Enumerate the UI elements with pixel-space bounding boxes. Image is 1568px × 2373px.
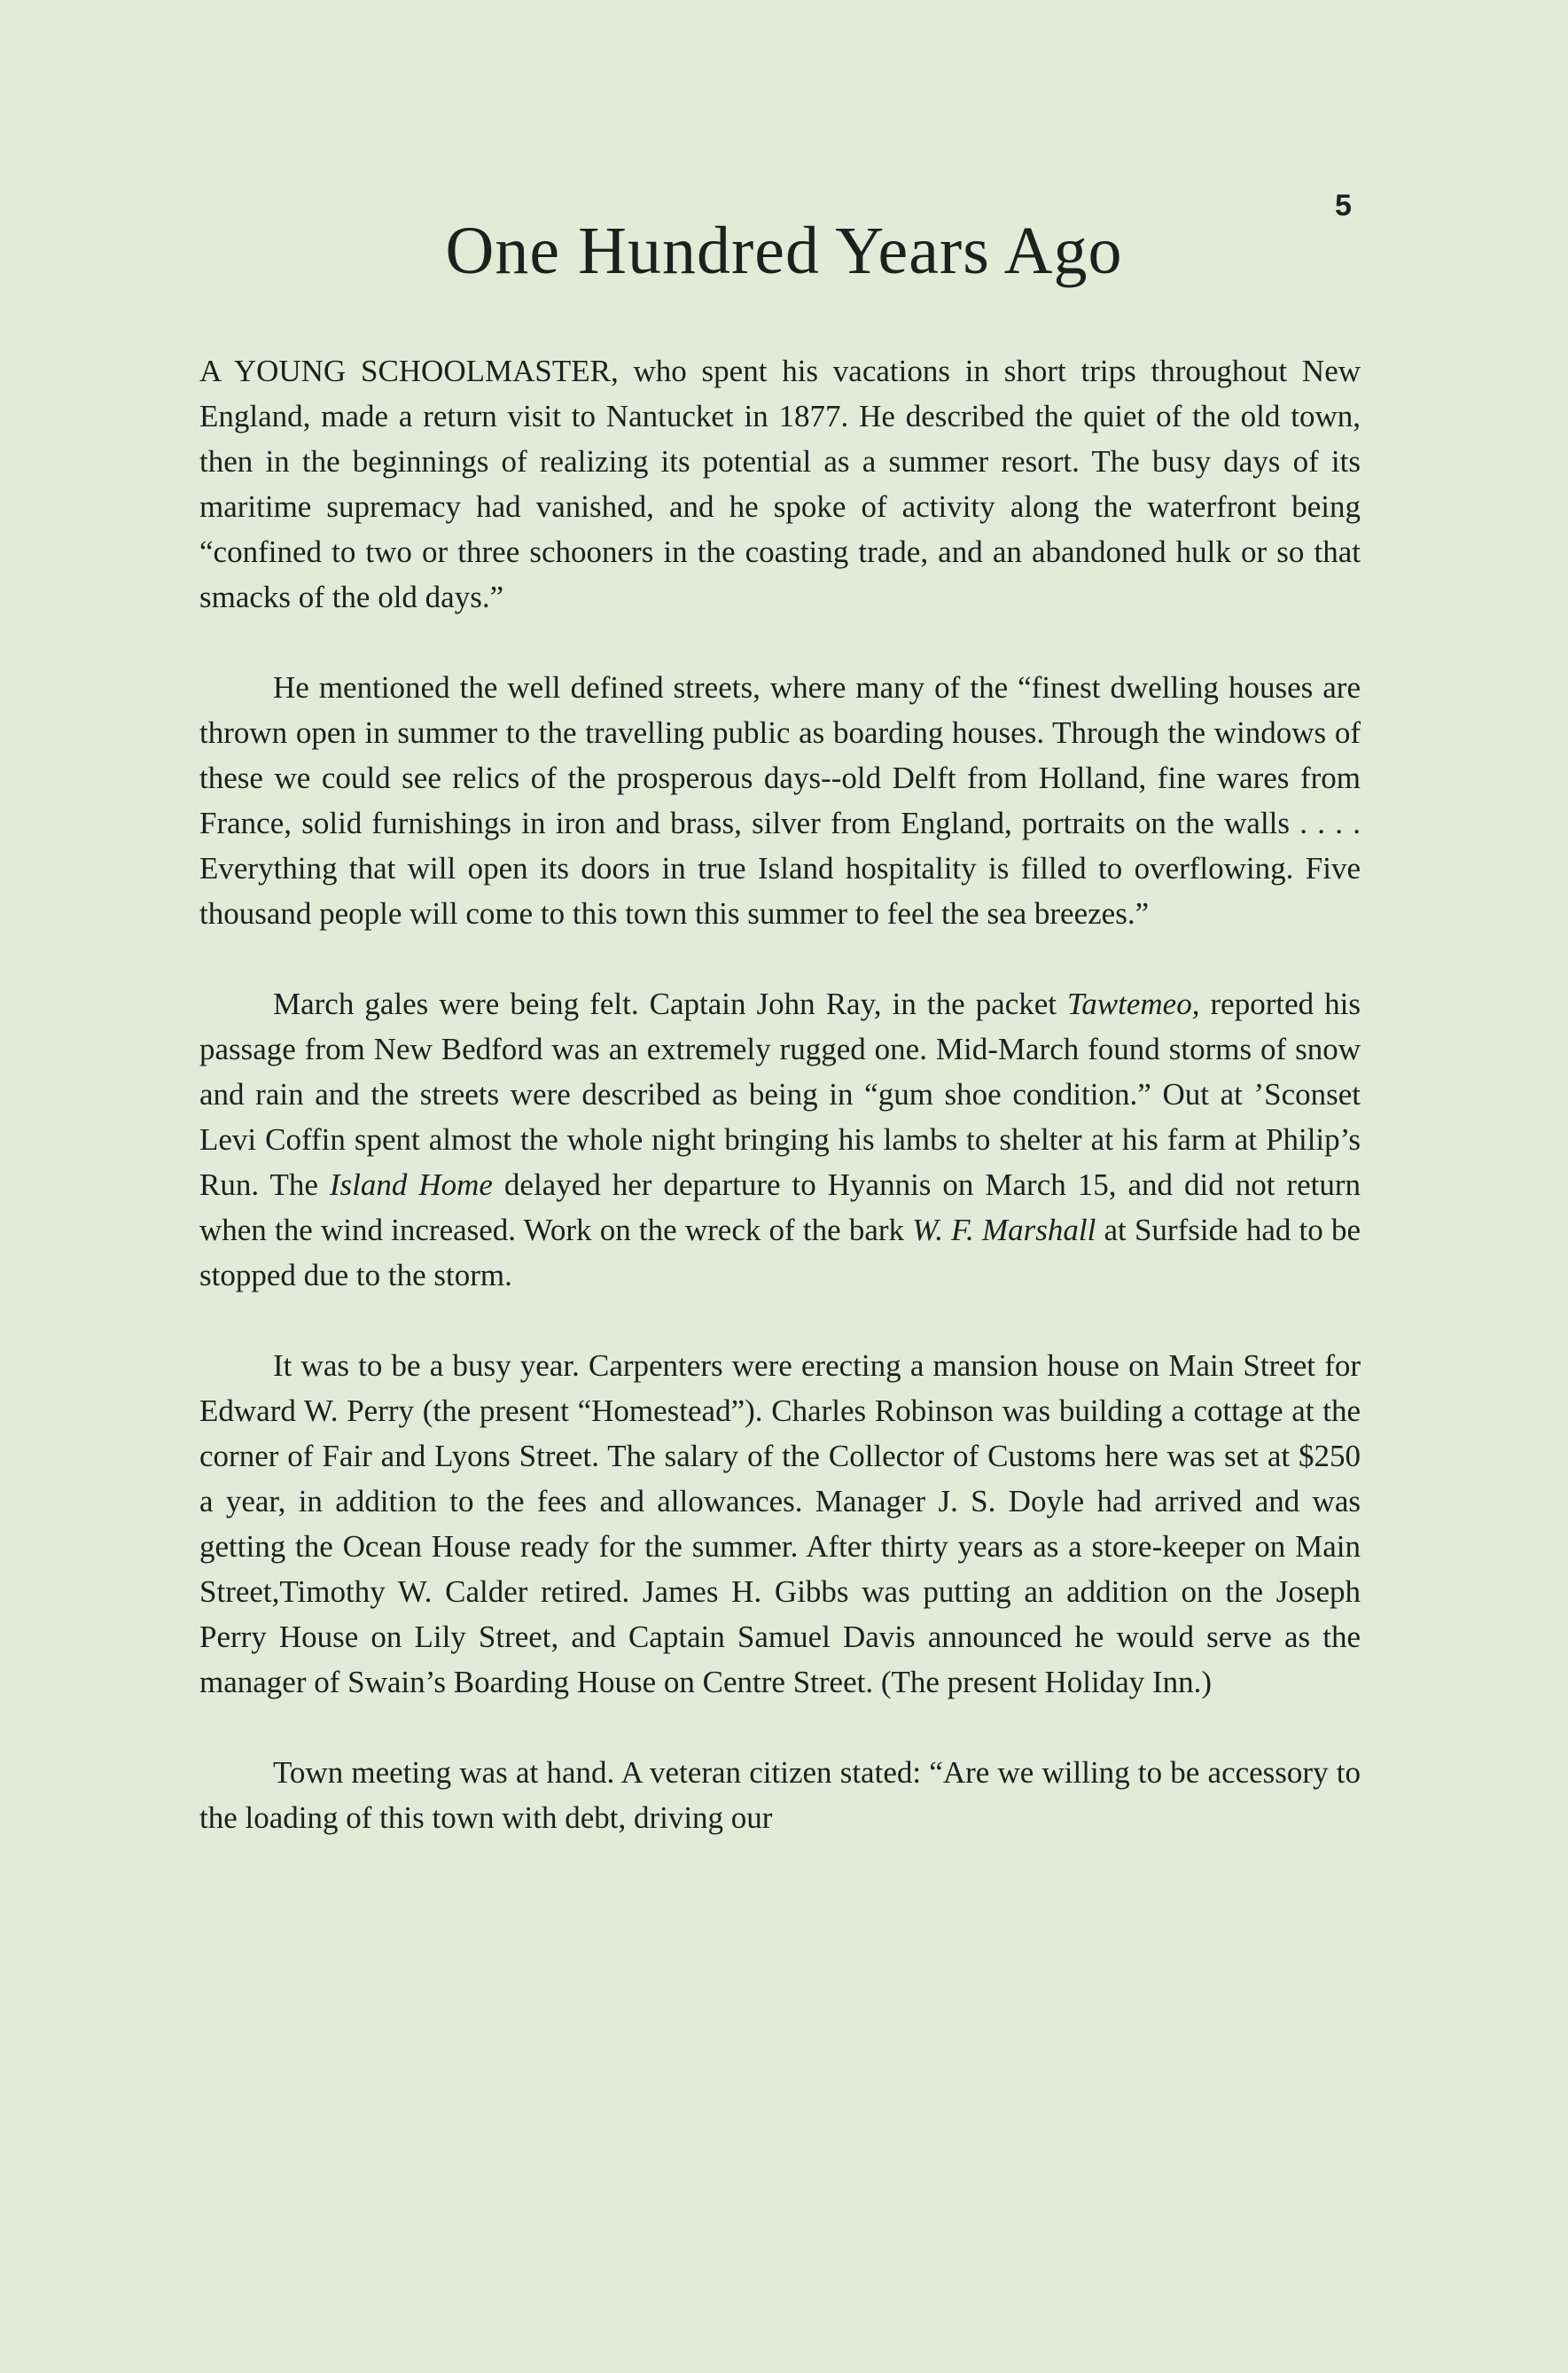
- italic-text: Tawtemeo,: [1067, 987, 1200, 1021]
- text-run: It was to be a busy year. Carpenters were erecting a mansion house on Main Street for Edward W. Perry (the present “Homestead”). Charles Robinson was building a cottage at the corner of Fair and Lyons Street. The salary of the Collector of Customs here was set at $250 a year, in addition to the fees and allowances. Manager J. S. Doyle had arrived and was getting the Ocean House ready for the summer. After thirty years as a store-keeper on Main Street,Timothy W. Calder retired. James H. Gibbs was putting an addition on the Joseph Perry House on Lily Street, and Captain Samuel Davis announced he would serve as the manager of Swain’s Boarding House on Centre Street. (The present Holiday Inn.): [199, 1348, 1361, 1699]
- text-run: March gales were being felt. Captain John Ray, in the packet: [273, 987, 1068, 1021]
- page-title: One Hundred Years Ago: [445, 214, 1123, 288]
- italic-text: Island Home: [329, 1167, 493, 1202]
- paragraph: [199, 665, 1361, 936]
- text-run: He mentioned the well defined streets, where many of the “finest dwelling houses are thrown open in summer to the travelling public as boarding houses. Through the windows of these we could see relics of the prosperous days--old Delft from Holland, fine wares from France, solid furnishings in iron and brass, silver from England, portraits on the walls . . . . Everything that will open its doors in true Island hospitality is filled to overflowing. Five thousand people will come to this town this summer to feel the sea breezes.”: [199, 670, 1361, 931]
- text-run: A YOUNG SCHOOLMASTER, who spent his vacations in short trips throughout New England, made a return visit to Nantucket in 1877. He described the quiet of the old town, then in the beginnings of realizing its potential as a summer resort. The busy days of its maritime supremacy had vanished, and he spoke of activity along the waterfront being “confined to two or three schooners in the coasting trade, and an abandoned hulk or so that smacks of the old days.”: [199, 354, 1361, 614]
- text-run: Town meeting was at hand. A veteran citizen stated: “Are we willing to be accessory to the loading of this town with debt, driving our: [199, 1755, 1361, 1835]
- italic-text: W. F. Marshall: [912, 1213, 1096, 1247]
- paragraph: [199, 1750, 1361, 1840]
- paragraph: [199, 1343, 1361, 1705]
- text-run: reported his passage from New Bedford was an extremely rugged one. Mid-March found storms of snow and rain and the streets were described as being in “gum shoe condition.” Out at ’Sconset Levi Coffin spent almost the whole night bringing his lambs to shelter at his farm at Philip’s Run. The: [199, 987, 1361, 1202]
- text-run: at Surfside had to be stopped due to the storm.: [199, 1213, 1361, 1292]
- paragraph: [199, 981, 1361, 1298]
- page-number: 5: [1335, 189, 1352, 222]
- article-body: [199, 348, 1361, 1840]
- text-run: delayed her departure to Hyannis on March 15, and did not return when the wind increased. Work on the wreck of the bark: [199, 1167, 1361, 1247]
- paragraph: [199, 348, 1361, 620]
